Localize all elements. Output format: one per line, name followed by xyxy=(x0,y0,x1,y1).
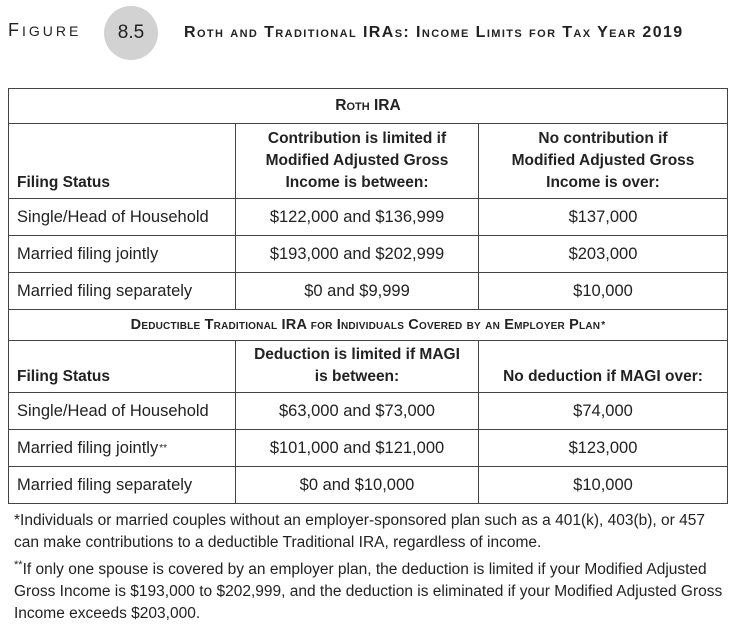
table-row-over: $137,000 xyxy=(568,207,638,226)
table-row-status: Married filing jointly ** xyxy=(17,438,168,457)
traditional-no-deduction-header: No deduction if MAGI over: xyxy=(503,368,703,385)
traditional-section-title: Deductible Traditional IRA for Individuals Covered by an Employer Plan * xyxy=(130,317,606,333)
roth-section-title: Roth IRA xyxy=(335,97,401,114)
table-row-range: $0 and $9,999 xyxy=(304,281,410,300)
table-row-range: $193,000 and $202,999 xyxy=(269,244,445,263)
figure-title: Roth and Traditional IRAs: Income Limits for Tax Year 2019 xyxy=(184,24,684,41)
figure-label-initial: F xyxy=(8,20,22,40)
table-row-range: $122,000 and $136,999 xyxy=(269,207,445,226)
table-row-over: $203,000 xyxy=(568,244,638,263)
table-row-status: Married filing separately xyxy=(17,281,193,300)
figure-label-rest: IGURE xyxy=(22,23,82,39)
roth-filing-status-header: Filing Status xyxy=(17,174,110,191)
footnote-spouse-covered: **If only one spouse is covered by an employer plan, the deduction is limited if your Modified Adjusted Gross Income is $193,000 to $202,999, and the deduction is eliminated if your Modified Adjusted Gross Income exceeds $203,000. xyxy=(14,559,723,623)
table-row-range: $0 and $10,000 xyxy=(299,475,415,494)
figure-label xyxy=(8,20,81,41)
figure-number-badge xyxy=(104,6,158,60)
roth-contribution-limited-header: Contribution is limited if Modified Adjusted Gross Income is between: xyxy=(265,130,449,191)
table-row-range: $101,000 and $121,000 xyxy=(269,438,445,457)
traditional-filing-status-header: Filing Status xyxy=(17,368,110,385)
traditional-deduction-limited-header: Deduction is limited if MAGI is between: xyxy=(254,346,460,385)
table-row-over: $74,000 xyxy=(573,401,633,420)
table-row-status: Single/Head of Household xyxy=(17,401,209,420)
figure-number: 8.5 xyxy=(117,22,145,43)
table-row-status: Single/Head of Household xyxy=(17,207,209,226)
table-row-status: Married filing jointly xyxy=(17,244,159,263)
table-row-over: $123,000 xyxy=(568,438,638,457)
table-row-status: Married filing separately xyxy=(17,475,193,494)
table-row-range: $63,000 and $73,000 xyxy=(279,401,435,420)
footnote-employer-plan: *Individuals or married couples without an employer-sponsored plan such as a 401(k), 403(b), or 457 can make contributions to a deductible Traditional IRA, regardless of income. xyxy=(14,512,705,551)
roth-no-contribution-header: No contribution if Modified Adjusted Gross Income is over: xyxy=(511,130,695,191)
table-row-over: $10,000 xyxy=(573,281,633,300)
income-limits-table xyxy=(8,88,728,504)
table-row-over: $10,000 xyxy=(573,475,633,494)
